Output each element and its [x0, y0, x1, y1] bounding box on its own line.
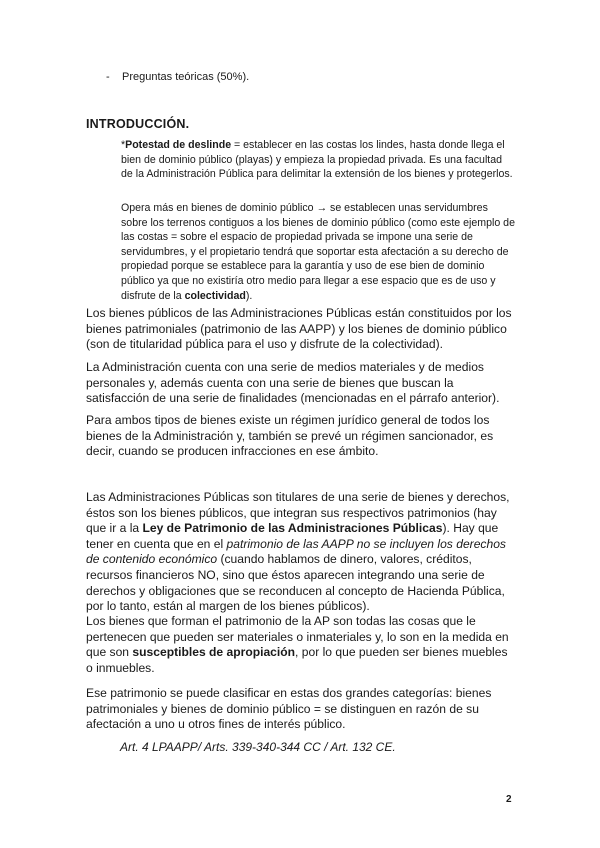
para5-bold: susceptibles de apropiación — [132, 645, 296, 660]
note2-text: Opera más en bienes de dominio público → se establecen unas servidumbres sobre los terrenos contiguos a los bienes de dominio público (como este ejemplo de las costas = sobre el espacio de propiedad privada se impone una serie de servidumbres, y el propietario tendrá que soportar esta afectación a su derecho de propiedad porque se establece para la garantía y uso de ese bien de dominio público ya que no existiría otro medio para llegar a ese espacio que es de uso y disfrute de la — [121, 202, 515, 302]
para5-b: , por lo que pueden ser bienes muebles o inmuebles. — [86, 645, 508, 675]
bullet-item — [106, 70, 249, 84]
note2-bold: colectividad — [184, 289, 246, 302]
paragraph-regimen: Para ambos tipos de bienes existe un régimen jurídico general de todos los bienes de la Administración y, también se prevé un régimen sancionador, es decir, cuando se producen infracciones en ese ámbito. — [86, 413, 494, 459]
note-term: Potestad de deslinde — [125, 139, 232, 151]
legal-citation: Art. 4 LPAAPP/ Arts. 339-340-344 CC / Art. 132 CE. — [120, 740, 396, 754]
paragraph-clasificacion: Ese patrimonio se puede clasificar en estas dos grandes categorías: bienes patrimoniales y bienes de dominio público = se distinguen en razón de su afectación a uno u otros fines de interés público. — [86, 686, 492, 732]
paragraph-administracion: La Administración cuenta con una serie de medios materiales y de medios personales y, además cuenta con una serie de bienes que buscan la satisfacción de una serie de finalidades (mencionadas en el párrafo anterior). — [86, 360, 500, 406]
paragraph-patrimonio — [86, 614, 516, 676]
note2-end: ). — [245, 289, 253, 302]
bullet-dash: - — [106, 71, 110, 83]
para4-italic: patrimonio de las AAPP no se incluyen los derechos de contenido económico — [86, 536, 506, 567]
note-deslinde — [121, 138, 516, 182]
bullet-text: Preguntas teóricas (50%). — [122, 71, 250, 83]
page-number: 2 — [506, 794, 512, 805]
para4-a: Las Administraciones Públicas son titulares de una serie de bienes y derechos, éstos son los bienes públicos, que integran sus respectivos patrimonios (hay que ir a la — [86, 490, 510, 536]
paragraph-bienes-publicos: Los bienes públicos de las Administraciones Públicas están constituidos por los bienes patrimoniales (patrimonio de las AAPP) y los bienes de dominio público (son de titularidad pública para el uso y disfrute de la colectividad). — [86, 306, 512, 352]
para5-a: Los bienes que forman el patrimonio de la AP son todas las cosas que le pertenecen que pueden ser materiales o inmateriales y, lo son en la medida en que son — [86, 614, 509, 660]
para4-c: (cuando hablamos de dinero, valores, créditos, recursos financieros NO, sino que éstos aparecen integrando una serie de derechos y obligaciones que se reconducen al concepto de Hacienda Pública, por lo tanto, están al margen de los bienes públicos). — [86, 552, 505, 614]
note-definition: = establecer en las costas los lindes, hasta donde llega el bien de dominio público (playas) y empieza la propiedad privada. Es una facultad de la Administración Pública para delimitar la extensión de los bienes y protegerlos. — [121, 139, 513, 181]
note-star: * — [121, 139, 126, 151]
para4-b: ). Hay que tener en cuenta que en el — [86, 521, 499, 551]
section-heading: INTRODUCCIÓN. — [86, 117, 190, 131]
law-name: Ley de Patrimonio de las Administraciones Públicas — [142, 521, 443, 536]
note-servidumbres — [121, 201, 516, 303]
paragraph-titulares — [86, 490, 516, 615]
